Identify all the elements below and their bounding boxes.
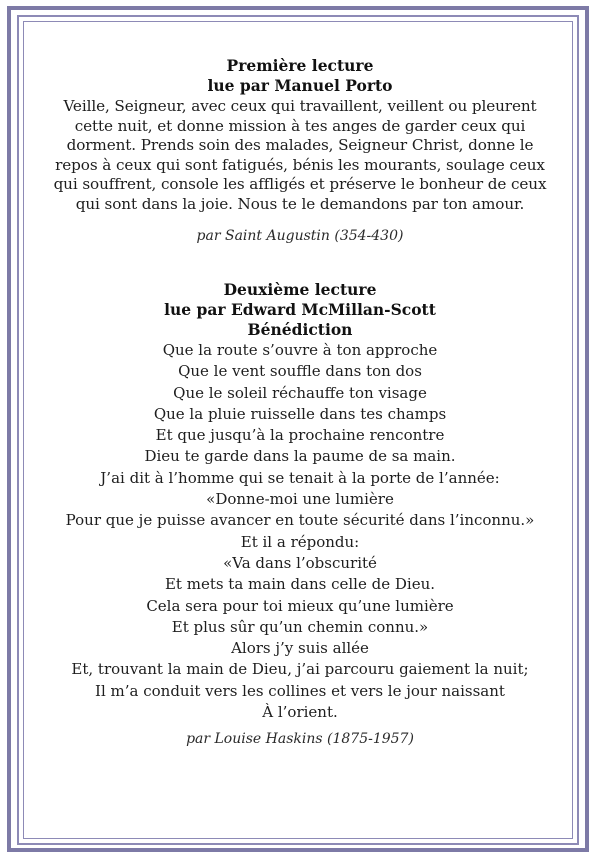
first-reading-attribution: par Saint Augustin (354-430) (196, 228, 404, 244)
second-reading-attribution: par Louise Haskins (1875-1957) (186, 731, 414, 748)
first-reading-text (40, 97, 560, 214)
poem-line: «Va dans l’obscurité (223, 553, 377, 572)
text-line: qui sont dans la joie. Nous te le demandons par ton amour. (75, 194, 525, 213)
booklet-page (40, 56, 560, 749)
poem-line: Alors j’y suis allée (231, 639, 369, 658)
text-line: Veille, Seigneur, avec ceux qui travaillent, veillent ou pleurent (63, 97, 537, 115)
text-line: qui souffrent, console les affligés et préserve le bonheur de ceux (53, 175, 547, 193)
poem-line: Pour que je puisse avancer en toute sécurité dans l’inconnu.» (65, 511, 535, 530)
poem-line: Cela sera pour toi mieux qu’une lumière (146, 596, 454, 615)
poem-line: Dieu te garde dans la paume de sa main. (144, 447, 456, 466)
poem-line: Que la route s’ouvre à ton approche (162, 341, 438, 359)
poem-line: «Donne-moi une lumière (206, 490, 394, 509)
poem-line: Que le soleil réchauffe ton visage (173, 383, 427, 402)
poem-line: Et il a répondu: (240, 532, 360, 551)
second-reading (40, 280, 560, 749)
poem-line: Que la pluie ruisselle dans tes champs (153, 404, 447, 423)
poem-line: Il m’a conduit vers les collines et vers le jour naissant (95, 681, 505, 700)
text-line: cette nuit, et donne mission à tes anges de garder ceux qui (74, 116, 526, 135)
second-reading-title: Deuxième lecture (223, 280, 377, 299)
text-line: repos à ceux qui sont fatigués, bénis les mourants, soulage ceux (55, 155, 545, 174)
poem-line: Et mets ta main dans celle de Dieu. (164, 575, 436, 594)
poem-line: Et plus sûr qu’un chemin connu.» (171, 617, 429, 636)
second-reading-subtitle: Bénédiction (247, 320, 353, 339)
poem-line: À l’orient. (262, 703, 338, 722)
first-reading-title: Première lecture (226, 56, 374, 75)
poem-line: J’ai dit à l’homme qui se tenait à la porte de l’année: (100, 468, 500, 487)
poem-line: Et que jusqu’à la prochaine rencontre (155, 426, 445, 445)
text-line: dorment. Prends soin des malades, Seigneur Christ, donne le (66, 136, 534, 154)
first-reading-reader: lue par Manuel Porto (207, 76, 393, 95)
first-reading (40, 56, 560, 246)
second-reading-reader: lue par Edward McMillan-Scott (164, 300, 436, 319)
second-reading-poem (40, 340, 560, 723)
poem-line: Et, trouvant la main de Dieu, j’ai parcouru gaiement la nuit; (71, 660, 529, 679)
poem-line: Que le vent souffle dans ton dos (178, 362, 422, 381)
